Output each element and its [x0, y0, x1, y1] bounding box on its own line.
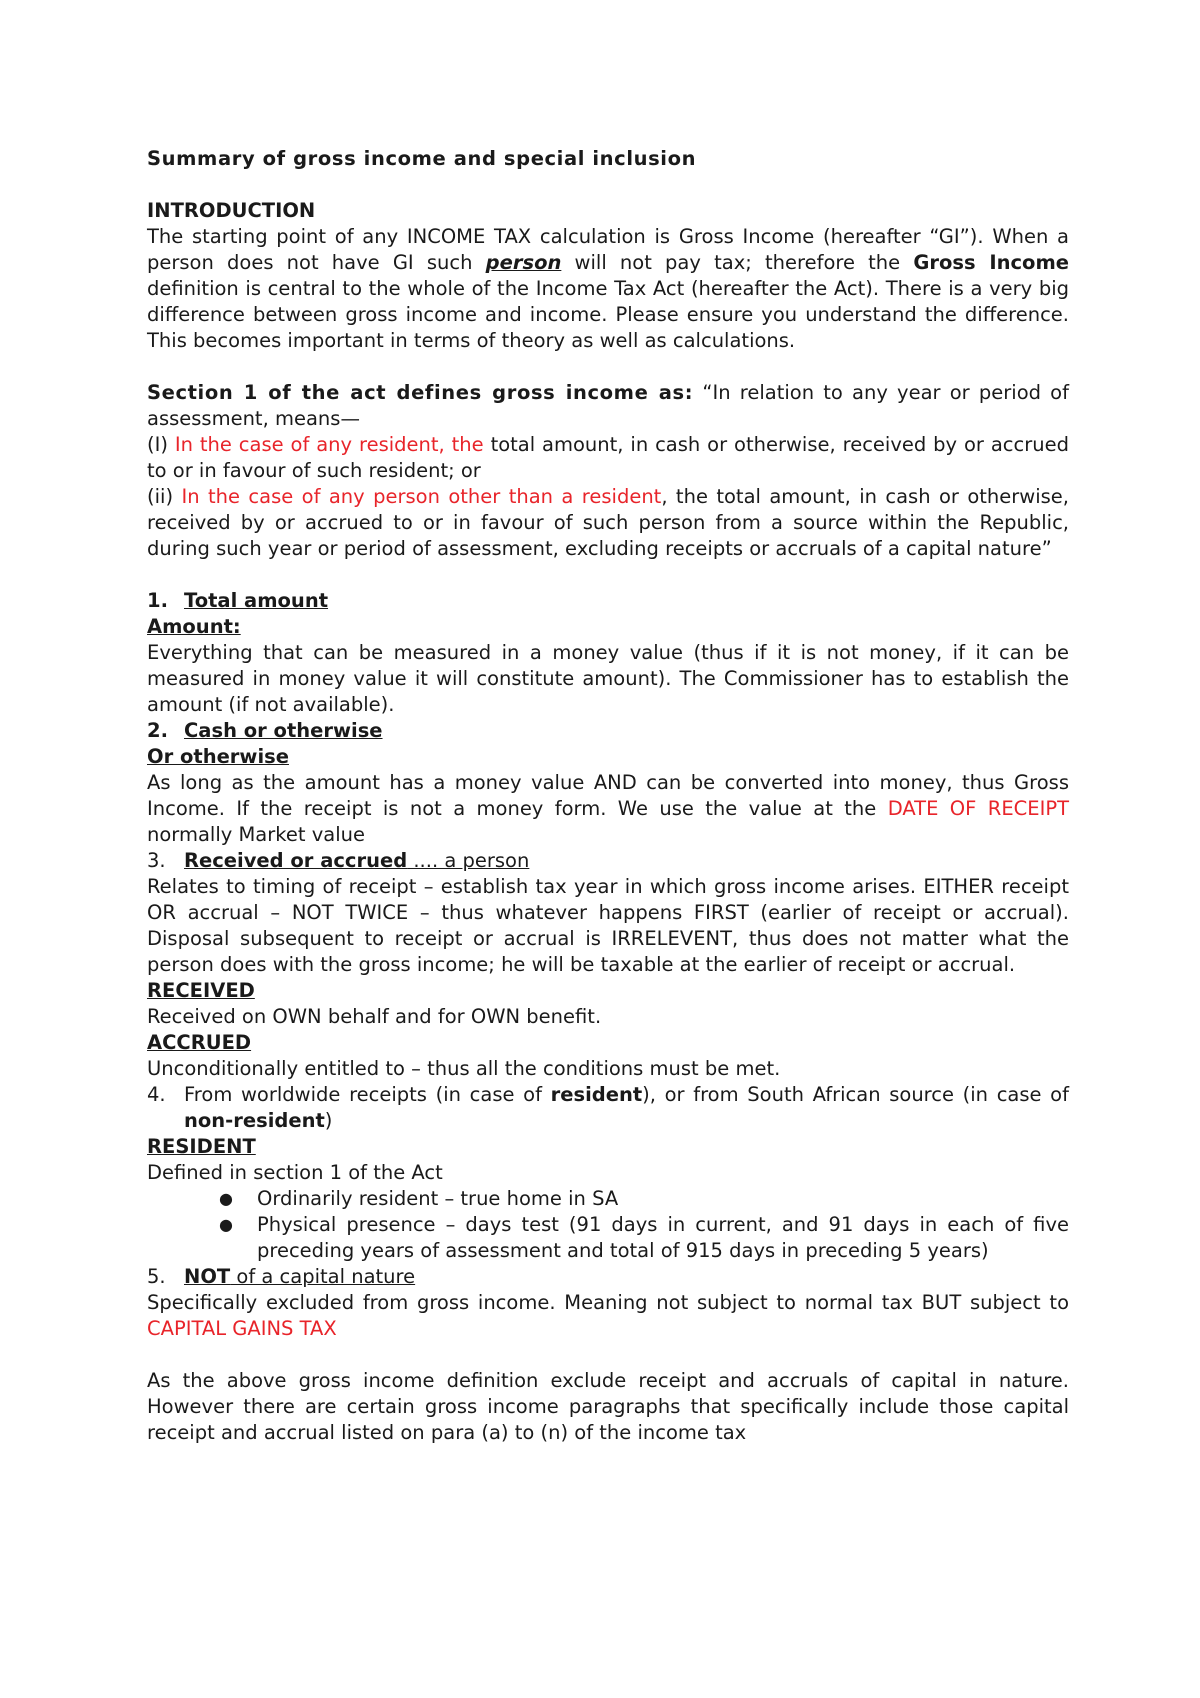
intro-gross-income-bold: Gross Income [913, 251, 1069, 274]
received-heading: RECEIVED [147, 979, 255, 1002]
bullet-1-text: Ordinarily resident – true home in SA [257, 1187, 619, 1210]
item-1-subheading: Amount: [147, 615, 241, 638]
list-item [219, 1186, 1069, 1212]
part-i-label: (I) [147, 433, 175, 456]
item-4-text-c: ) [324, 1109, 333, 1132]
item-5-title-rest: of a capital nature [230, 1265, 416, 1288]
part-i-text: total amount, in cash or otherwise, received by or accrued to or in favour of such resident; or [147, 433, 1069, 482]
closing-paragraph: As the above gross income definition exclude receipt and accruals of capital in nature. However there are certain gross income paragraphs that specifically include those capital receipt and accrual listed on para (a) to (n) of the income tax [147, 1369, 1069, 1444]
bullet-icon: ● [219, 1215, 233, 1234]
intro-text-c: definition is central to the whole of the Income Tax Act (hereafter the Act). There is a very big difference between gross income and income. Please ensure you understand the difference. This becomes important in terms of theory as well as calculations. [147, 277, 1069, 352]
part-ii-text: , the total amount, in cash or otherwise, received by or accrued to or in favour of such person from a source within the Republic, during such year or period of assessment, excluding receipts or accruals of a capital nature” [147, 485, 1070, 560]
bullet-2-text: Physical presence – days test (91 days in current, and 91 days in each of five preceding years of assessment and total of 915 days in preceding 5 years) [257, 1213, 1069, 1262]
item-1-number: 1. [147, 589, 168, 612]
item-3-title-rest: .... a person [407, 849, 530, 872]
item-5-text-a: Specifically excluded from gross income. Meaning not subject to normal tax BUT subject to [147, 1291, 1069, 1314]
item-4-body [184, 1082, 1069, 1134]
list-item [219, 1212, 1069, 1264]
intro-paragraph [147, 224, 1069, 354]
item-2-number: 2. [147, 719, 168, 742]
part-ii-label: (ii) [147, 485, 182, 508]
item-2-text-a: As long as the amount has a money value AND can be converted into money, thus Gross Income. If the receipt is not a money form. We use the value at the [147, 771, 1069, 820]
item-2-text-b: normally Market value [147, 823, 365, 846]
item-5-title-bold: NOT [184, 1265, 231, 1288]
item-3-title-bold: Received or accrued [184, 849, 408, 872]
definition-part-ii [147, 484, 1069, 562]
intro-text-a: The starting point of any INCOME TAX calculation is Gross Income (hereafter “GI”). When a person does not have GI such [147, 225, 1069, 274]
intro-heading: INTRODUCTION [147, 199, 316, 222]
section1-lead: Section 1 of the act defines gross income as: [147, 381, 694, 404]
section1-text: “In relation to any year or period of assessment, means— [147, 381, 1069, 430]
item-4-text [147, 1082, 1069, 1134]
item-1-text: Everything that can be measured in a money value (thus if it is not money, if it can be measured in money value it will constitute amount). The Commissioner has to establish the amount (if not available). [147, 641, 1069, 716]
item-3-number: 3. [147, 849, 166, 872]
item-2-title: Cash or otherwise [184, 719, 383, 742]
item-4-number: 4. [147, 1083, 166, 1106]
item-2-subheading: Or otherwise [147, 745, 289, 768]
part-ii-highlight: In the case of any person other than a resident [181, 485, 662, 508]
item-1-title: Total amount [184, 589, 329, 612]
item-3-text: Relates to timing of receipt – establish tax year in which gross income arises. EITHER receipt OR accrual – NOT TWICE – thus whatever happens FIRST (earlier of receipt or accrual). Disposal subsequent to receipt or accrual is IRRELEVENT, thus does not matter what the person does with the gross income; he will be taxable at the earlier of receipt or accrual. [147, 875, 1069, 976]
document-title: Summary of gross income and special inclusion [147, 147, 697, 170]
document-body [147, 146, 1069, 1446]
resident-heading: RESIDENT [147, 1135, 256, 1158]
definition-part-i [147, 432, 1069, 484]
item-1-heading [147, 588, 1069, 614]
item-3-heading [147, 848, 1069, 874]
resident-text: Defined in section 1 of the Act [147, 1161, 443, 1184]
item-5-number: 5. [147, 1265, 166, 1288]
intro-person-emphasis: person [485, 251, 562, 274]
item-5-highlight: CAPITAL GAINS TAX [147, 1317, 337, 1340]
section1-definition [147, 380, 1069, 432]
item-2-heading [147, 718, 1069, 744]
item-2-text [147, 770, 1069, 848]
item-5-text [147, 1290, 1069, 1342]
item-4-resident-bold: resident [550, 1083, 643, 1106]
resident-bullet-list [147, 1186, 1069, 1264]
bullet-icon: ● [219, 1189, 233, 1208]
received-text: Received on OWN behalf and for OWN benefit. [147, 1005, 602, 1028]
item-4-text-a: From worldwide receipts (in case of [184, 1083, 551, 1106]
accrued-heading: ACCRUED [147, 1031, 252, 1054]
item-4-nonresident-bold: non-resident [184, 1109, 325, 1132]
item-4-text-b: ), or from South African source (in case of [642, 1083, 1069, 1106]
item-5-heading [147, 1264, 1069, 1290]
item-2-highlight: DATE OF RECEIPT [887, 797, 1069, 820]
part-i-highlight: In the case of any resident, the [174, 433, 484, 456]
intro-text-b: will not pay tax; therefore the [561, 251, 914, 274]
accrued-text: Unconditionally entitled to – thus all the conditions must be met. [147, 1057, 781, 1080]
